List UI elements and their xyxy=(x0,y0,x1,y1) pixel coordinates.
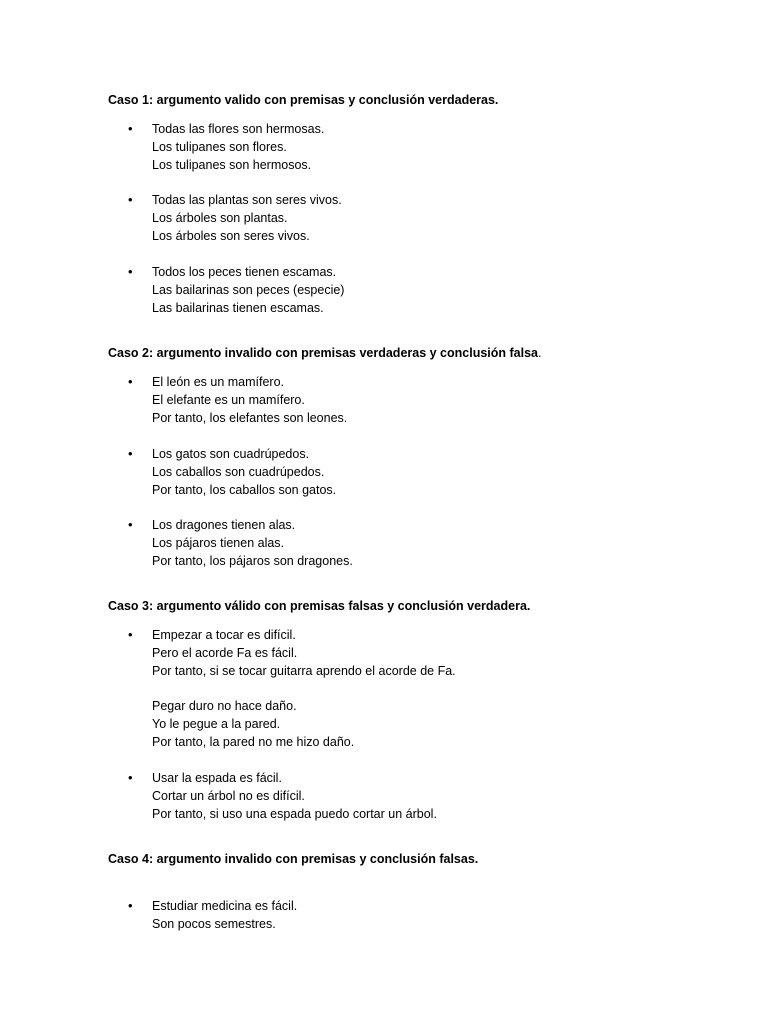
heading-text: Caso 2: argumento invalido con premisas verdaderas y conclusión falsa xyxy=(108,346,539,360)
bullet-icon: • xyxy=(128,898,133,913)
item-line: Los gatos son cuadrúpedos. xyxy=(152,447,310,461)
heading-text: Caso 1: argumento valido con premisas y conclusión verdaderas. xyxy=(108,93,499,107)
bullet-icon: • xyxy=(128,264,133,279)
section-heading-caso-3 xyxy=(108,597,530,615)
section-heading-caso-2 xyxy=(108,344,542,362)
item-line: Los pájaros tienen alas. xyxy=(152,536,285,550)
item-line: Los caballos son cuadrúpedos. xyxy=(152,465,325,479)
item-line: Los tulipanes son hermosos. xyxy=(152,158,312,172)
bullet-icon: • xyxy=(128,192,133,207)
item-line: Yo le pegue a la pared. xyxy=(152,717,281,731)
bullet-icon: • xyxy=(128,517,133,532)
item-line: Pero el acorde Fa es fácil. xyxy=(152,646,298,660)
bullet-icon: • xyxy=(128,770,133,785)
item-line: El elefante es un mamífero. xyxy=(152,393,305,407)
item-line: Por tanto, si uso una espada puedo cortar un árbol. xyxy=(152,807,437,821)
heading-text: Caso 3: argumento válido con premisas falsas y conclusión verdadera. xyxy=(108,599,531,613)
bullet-icon: • xyxy=(128,374,133,389)
section-heading-caso-1 xyxy=(108,91,498,109)
item-line: Los árboles son seres vivos. xyxy=(152,229,310,243)
item-line: Todas las flores son hermosas. xyxy=(152,122,325,136)
bullet-icon: • xyxy=(128,121,133,136)
item-line: Estudiar medicina es fácil. xyxy=(152,899,298,913)
item-line: Son pocos semestres. xyxy=(152,917,276,931)
item-line: Pegar duro no hace daño. xyxy=(152,699,297,713)
item-line: Las bailarinas tienen escamas. xyxy=(152,301,324,315)
item-line: Por tanto, los elefantes son leones. xyxy=(152,411,348,425)
item-line: Los dragones tienen alas. xyxy=(152,518,296,532)
item-line: Empezar a tocar es difícil. xyxy=(152,628,296,642)
heading-text: Caso 4: argumento invalido con premisas y conclusión falsas. xyxy=(108,852,479,866)
item-line: Los árboles son plantas. xyxy=(152,211,288,225)
item-line: Cortar un árbol no es difícil. xyxy=(152,789,305,803)
heading-suffix: . xyxy=(538,346,542,360)
bullet-icon: • xyxy=(128,627,133,642)
item-line: Las bailarinas son peces (especie) xyxy=(152,283,345,297)
item-line: Por tanto, los pájaros son dragones. xyxy=(152,554,353,568)
item-line: Todos los peces tienen escamas. xyxy=(152,265,337,279)
bullet-icon: • xyxy=(128,446,133,461)
item-line: Por tanto, los caballos son gatos. xyxy=(152,483,337,497)
section-heading-caso-4 xyxy=(108,850,478,868)
item-line: Por tanto, si se tocar guitarra aprendo el acorde de Fa. xyxy=(152,664,456,678)
item-line: Por tanto, la pared no me hizo daño. xyxy=(152,735,355,749)
item-line: El león es un mamífero. xyxy=(152,375,285,389)
item-line: Los tulipanes son flores. xyxy=(152,140,287,154)
item-line: Todas las plantas son seres vivos. xyxy=(152,193,342,207)
item-line: Usar la espada es fácil. xyxy=(152,771,282,785)
